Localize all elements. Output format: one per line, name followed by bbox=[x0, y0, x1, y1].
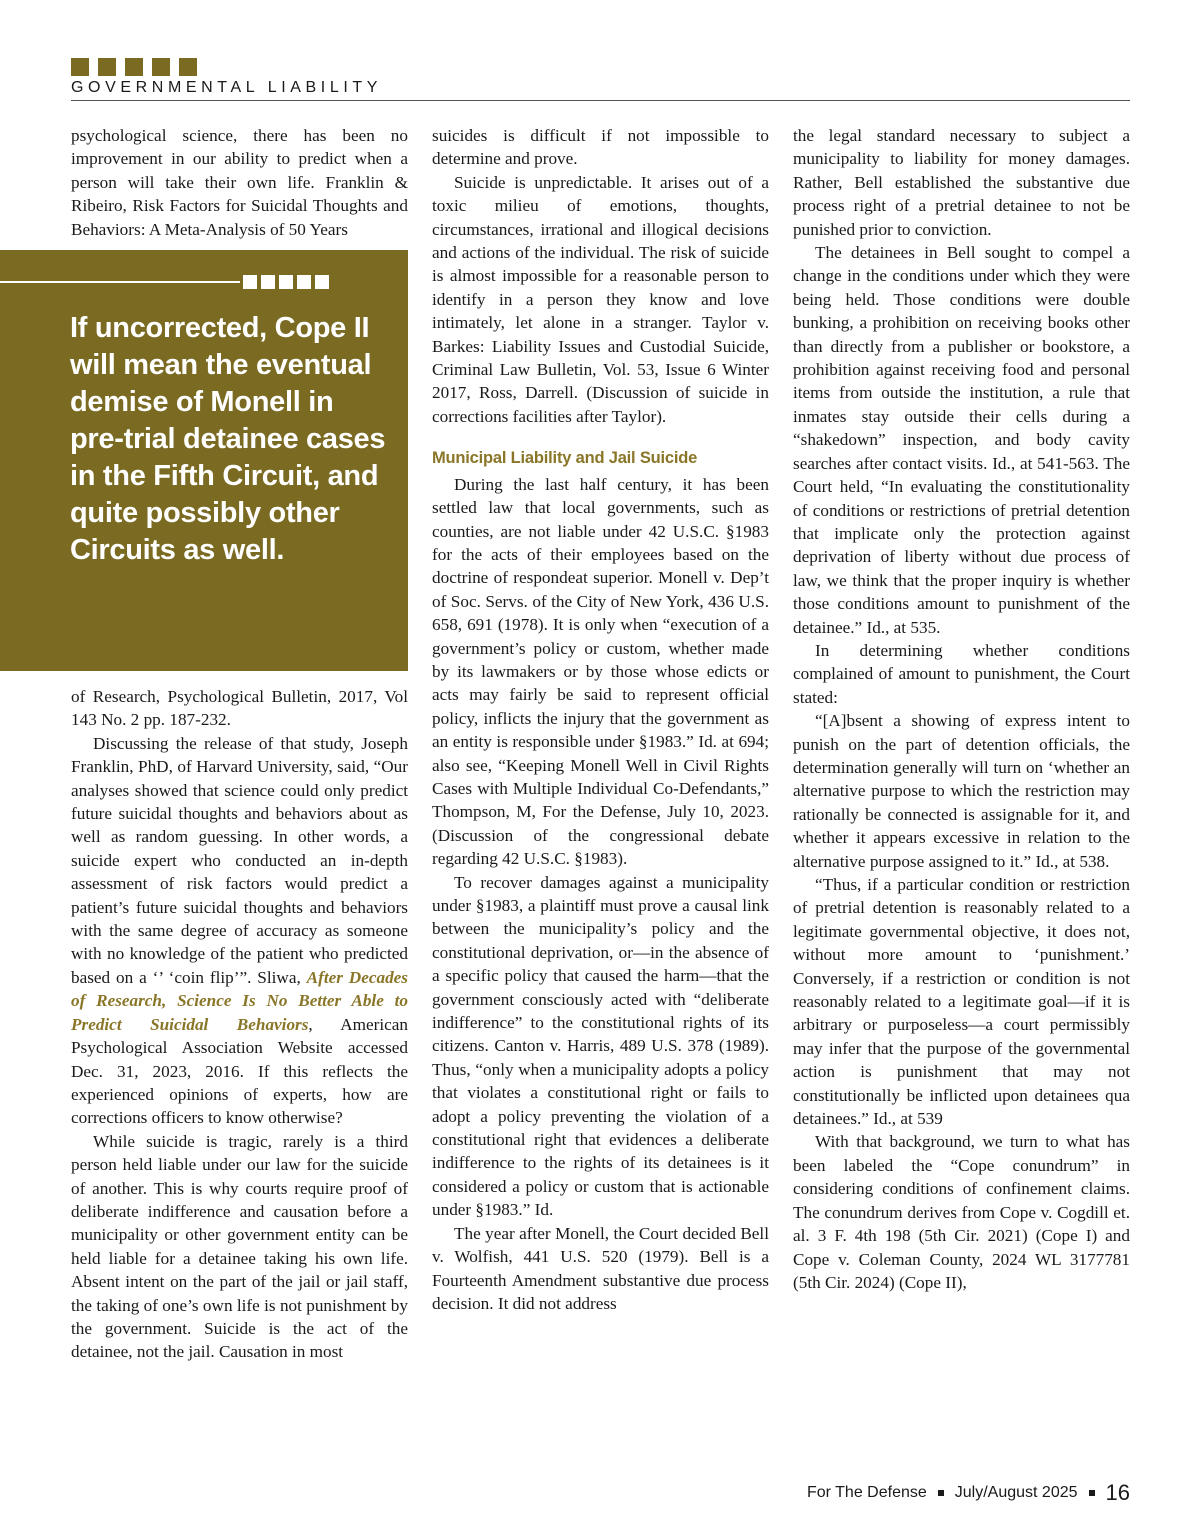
section-label: GOVERNMENTAL LIABILITY bbox=[71, 79, 383, 96]
page-number: 16 bbox=[1105, 1480, 1130, 1505]
header-square bbox=[71, 58, 89, 76]
paragraph: While suicide is tragic, rarely is a third person held liable under our law for the suicide of another. This is why courts require proof of deliberate indifference and causation before a municipality or other government entity can be held liable for a detainee taking his own life. Absent intent on the part of the jail or jail staff, the taking of one’s own life is not punishment by the government. Suicide is the act of the detainee, not the jail. Causation in most bbox=[71, 1131, 408, 1362]
quote-paragraph: “Thus, if a particular condition or restriction of pretrial detention is reasonably related to a legitimate governmental objective, it does not, without more amount to ‘punishment.’ Conversely, if a restriction or condition is not reasonably related to a legitimate goal—if it is arbitrary or purposeless—a court permissibly may infer that the purpose of the governmental action is punishment that may not constitutionally be inflicted upon detainees qua detainees.” Id., at 539 bbox=[793, 875, 1130, 1129]
pull-quote-square bbox=[261, 275, 275, 289]
header-square bbox=[98, 58, 116, 76]
issue-date: July/August 2025 bbox=[954, 1484, 1078, 1501]
pull-quote-box bbox=[0, 250, 408, 671]
paragraph: During the last half century, it has been settled law that local governments, such as counties, are not liable under 42 U.S.C. §1983 for the acts of their employees based on the doctrine of respondeat superior. Monell v. Dep’t of Soc. Servs. of the City of New York, 436 U.S. 658, 691 (1978). It is only when “execution of a government’s policy or custom, whether made by its lawmakers or by those whose edicts or acts may fairly be said to represent official policy, inflicts the injury that the government as an entity is responsible under §1983.” Id. at 694; also see, “Keeping Monell Well in Civil Rights Cases with Multiple Individual Co-Defendants,” Thompson, M, For the Defense, July 10, 2023. (Discussion of the congressional debate regarding 42 U.S.C. §1983). bbox=[432, 474, 769, 869]
footer-bullet bbox=[938, 1490, 944, 1496]
paragraph: The year after Monell, the Court decided Bell v. Wolfish, 441 U.S. 520 (1979). Bell is a Fourteenth Amendment substantive due process decision. It did not address bbox=[432, 1223, 769, 1313]
column-3 bbox=[793, 124, 1130, 1294]
pull-quote-square bbox=[297, 275, 311, 289]
page-footer bbox=[807, 1480, 1130, 1506]
column-2 bbox=[432, 124, 769, 1315]
paragraph: To recover damages against a municipality under §1983, a plaintiff must prove a causal link between the municipality’s policy and the constitutional deprivation, or—in the absence of a specific policy that caused the harm—that the government consciously acted with “deliberate indifference” to the constitutional rights of its citizens. Canton v. Harris, 489 U.S. 378 (1989). Thus, “only when a municipality adopts a policy that violates a constitutional right or fails to adopt a policy preventing the violation of a constitutional right that evidences a deliberate indifference to the rights of its detainees is it considered a policy or custom that is actionable under §1983.” Id. bbox=[432, 872, 769, 1220]
paragraph bbox=[71, 732, 408, 1130]
subheading: Municipal Liability and Jail Suicide bbox=[432, 449, 698, 468]
paragraph: of Research, Psychological Bulletin, 2017, Vol 143 No. 2 pp. 187-232. bbox=[71, 687, 408, 730]
pull-quote-square bbox=[279, 275, 293, 289]
column-1-top bbox=[71, 124, 408, 241]
article-link[interactable]: After Decades of Research, Science Is No Better Able to Predict Suicidal Behaviors bbox=[71, 967, 408, 1034]
pull-quote-rule bbox=[0, 281, 240, 283]
header-rule bbox=[71, 100, 1130, 101]
pull-quote-squares-ornament bbox=[243, 275, 329, 289]
quote-paragraph: “[A]bsent a showing of express intent to punish on the part of detention officials, the determination generally will turn on ‘whether an alternative purpose to which the restriction may rationally be connected is assignable for it, and whether it appears excessive in relation to the alternative purpose assigned to it.” Id., at 538. bbox=[793, 711, 1130, 871]
paragraph: With that background, we turn to what has been labeled the “Cope conundrum” in considering conditions of confinement claims. The conundrum derives from Cope v. Cogdill et. al. 3 F. 4th 198 (5th Cir. 2021) (Cope I) and Cope v. Coleman County, 2024 WL 3177781 (5th Cir. 2024) (Cope II), bbox=[793, 1132, 1130, 1292]
paragraph: psychological science, there has been no improvement in our ability to predict when a person will take their own life. Franklin & Ribeiro, Risk Factors for Suicidal Thoughts and Behaviors: A Meta-Analysis of 50 Years bbox=[71, 126, 408, 239]
paragraph-text: Discussing the release of that study, Joseph Franklin, PhD, of Harvard University, said, “Our analyses showed that science could only predict future suicidal thoughts and behaviors about as well as random guessing. In other words, a suicide expert who conducted an in-depth assessment of risk factors would predict a patient’s future suicidal thoughts and behaviors with the same degree of accuracy as someone with no knowledge of the patient who predicted based on a ‘’ ‘coin flip’”. Sliwa, bbox=[71, 733, 408, 987]
paragraph: Suicide is unpredictable. It arises out of a toxic milieu of emotions, thoughts, circumstances, irrational and illogical decisions and actions of the individual. The risk of suicide is almost impossible for a reasonable person to identify in a person they know and love intimately, let alone in a stranger. Taylor v. Barkes: Liability Issues and Custodial Suicide, Criminal Law Bulletin, Vol. 53, Issue 6 Winter 2017, Ross, Darrell. (Discussion of suicide in corrections facilities after Taylor). bbox=[432, 172, 769, 426]
header-squares-ornament bbox=[71, 58, 197, 76]
header-square bbox=[152, 58, 170, 76]
publication-name: For The Defense bbox=[807, 1484, 927, 1501]
paragraph: The detainees in Bell sought to compel a change in the conditions under which they were being held. Those conditions were double bunking, a prohibition on receiving books other than directly from a publisher or bookstore, a prohibition against receiving food and personal items from outside the institution, a rule that inmates stay outside their cells during a “shakedown” inspection, and body cavity searches after contact visits. Id., at 541-563. The Court held, “In evaluating the constitutionality of conditions or restrictions of pretrial detention that implicate only the protection against deprivation of liberty without due process of law, we think that the proper inquiry is whether those conditions amount to punishment of the detainee.” Id., at 535. bbox=[793, 243, 1130, 637]
paragraph: the legal standard necessary to subject a municipality to liability for money damages. Rather, Bell established the substantive due process right of a pretrial detainee to not be punished prior to conviction. bbox=[793, 126, 1130, 239]
pull-quote-square bbox=[315, 275, 329, 289]
paragraph: suicides is difficult if not impossible to determine and prove. bbox=[432, 126, 769, 169]
paragraph-text: , American Psychological Association Website accessed Dec. 31, 2023, 2016. If this reflects the experienced opinions of experts, how are corrections officers to know otherwise? bbox=[71, 1014, 409, 1128]
footer-bullet bbox=[1089, 1490, 1095, 1496]
paragraph: In determining whether conditions complained of amount to punishment, the Court stated: bbox=[793, 640, 1130, 707]
pull-quote-square bbox=[243, 275, 257, 289]
pull-quote-text: If uncorrected, Cope II will mean the eventual demise of Monell in pre-trial detainee cases in the Fifth Circuit, and quite possibly other Circuits as well. bbox=[70, 312, 386, 566]
header-square bbox=[179, 58, 197, 76]
header-square bbox=[125, 58, 143, 76]
column-1-bottom bbox=[71, 685, 408, 1364]
